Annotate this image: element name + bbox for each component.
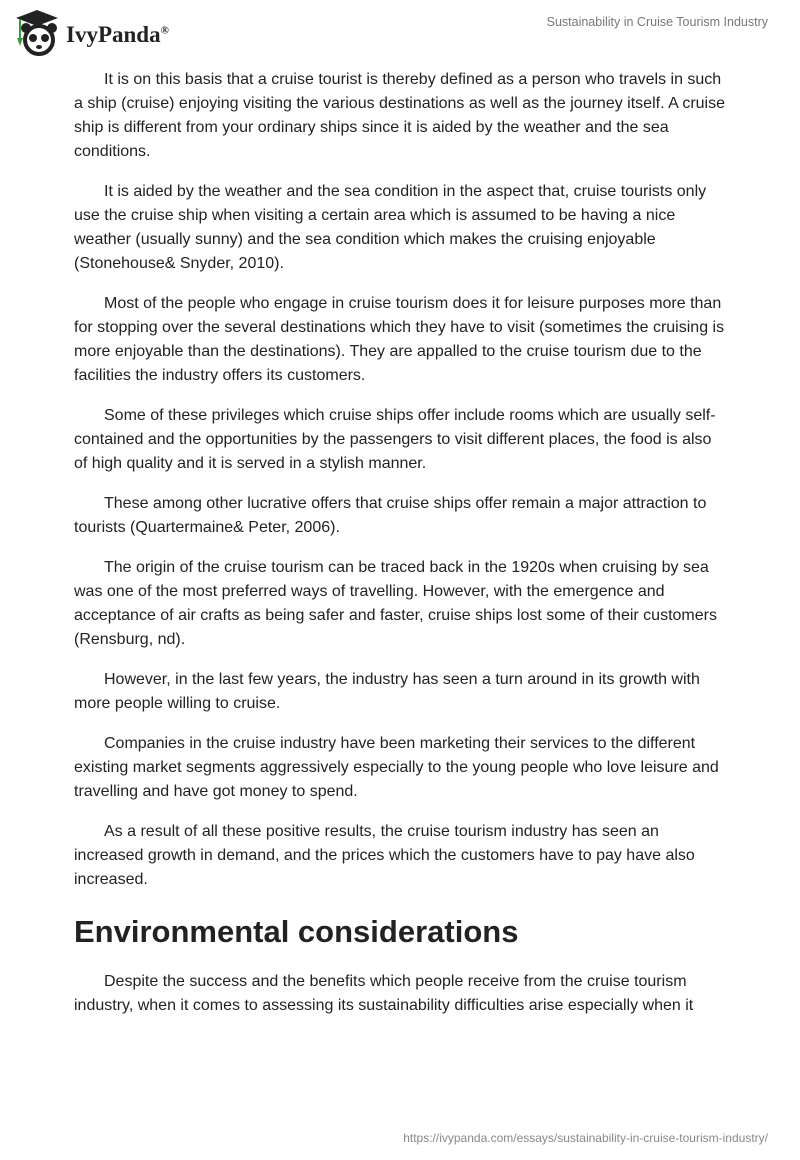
paragraph: It is on this basis that a cruise tourist is thereby defined as a person who travels in such a ship (cruise) enjoying visiting the various destinations as well as the journey itself. A cruise ship is different from your ordinary ships since it is aided by the weather and the sea conditions. xyxy=(74,71,725,160)
paragraph: As a result of all these positive results, the cruise tourism industry has seen an increased growth in demand, and the prices which the customers have to pay have also increased. xyxy=(74,823,695,888)
footer-url[interactable]: https://ivypanda.com/essays/sustainability-in-cruise-tourism-industry/ xyxy=(403,1131,768,1145)
paragraph: Companies in the cruise industry have been marketing their services to the different existing market segments aggressively especially to the young people who love leisure and travelling and have got money to spend. xyxy=(74,735,719,800)
paragraph: Despite the success and the benefits which people receive from the cruise tourism industry, when it comes to assessing its sustainability difficulties arise especially when it xyxy=(74,973,694,1014)
paragraph: The origin of the cruise tourism can be traced back in the 1920s when cruising by sea was one of the most preferred ways of travelling. However, with the emergence and acceptance of air crafts as being safer and faster, cruise ships lost some of their customers (Rensburg, nd). xyxy=(74,559,717,648)
paragraph: Most of the people who engage in cruise tourism does it for leisure purposes more than for stopping over the several destinations which they have to visit (sometimes the cruising is more enjoyable than the destinations). They are appalled to the cruise tourism due to the facilities the industry offers its customers. xyxy=(74,295,725,384)
section-heading: Environmental considerations xyxy=(74,914,519,949)
panda-logo-icon xyxy=(14,8,60,56)
paragraph: These among other lucrative offers that cruise ships offer remain a major attraction to tourists (Quartermaine& Peter, 2006). xyxy=(74,495,707,536)
article-body xyxy=(74,68,728,1034)
document-title: Sustainability in Cruise Tourism Industry xyxy=(546,15,768,29)
logo-text: IvyPanda® xyxy=(66,22,169,47)
paragraph: It is aided by the weather and the sea condition in the aspect that, cruise tourists only use the cruise ship when visiting a certain area which is assumed to be having a nice weather (usually sunny) and the sea condition which makes the cruising enjoyable (Stonehouse& Snyder, 2010). xyxy=(74,183,707,272)
paragraph: However, in the last few years, the industry has seen a turn around in its growth with more people willing to cruise. xyxy=(74,671,700,712)
paragraph: Some of these privileges which cruise ships offer include rooms which are usually self-contained and the opportunities by the passengers to visit different places, the food is also of high quality and it is served in a stylish manner. xyxy=(74,407,716,472)
logo[interactable] xyxy=(14,8,169,56)
